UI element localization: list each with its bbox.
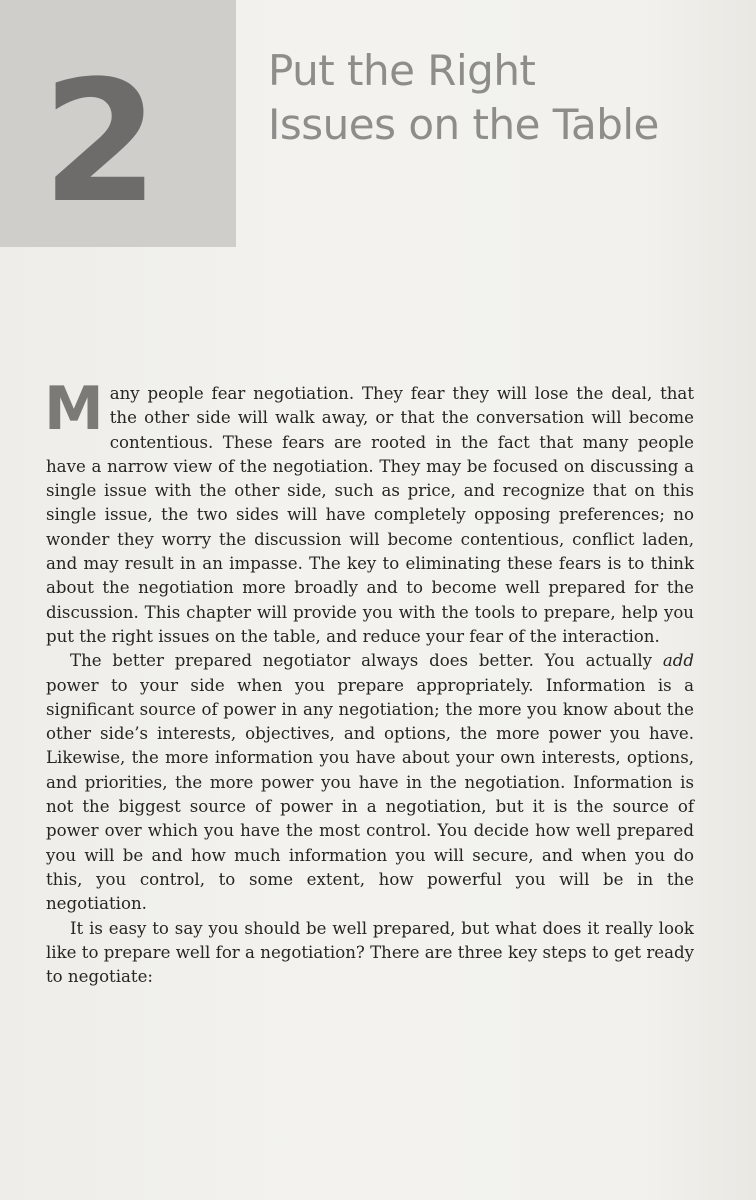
chapter-title-line-1: Put the Right [268, 46, 536, 95]
paragraph-2-text-before: The better prepared negotiator always does better. You actually [70, 651, 663, 671]
paragraph-2-emphasis: add [662, 651, 694, 671]
chapter-number: 2 [42, 44, 155, 240]
chapter-number-box [0, 0, 236, 247]
paragraph-2 [46, 649, 694, 916]
paragraph-3: It is easy to say you should be well prepared, but what does it really look like to prepare well for a negotiation? There are three key steps to get ready to negotiate: [46, 918, 694, 987]
body-text [44, 374, 694, 989]
paragraph-1 [44, 374, 694, 649]
chapter-title [268, 44, 659, 152]
paragraph-1-text: any people fear negotiation. They fear they will lose the deal, that the other side will walk away, or that the conversation will become contentious. These fears are rooted in the fact that many people have a narrow view of the negotiation. They may be focused on discussing a single issue with the other side, such as price, and recognize that on this single issue, the two sides will have completely opposing preferences; no wonder they worry the discussion will become contentious, conflict laden, and may result in an impasse. The key to eliminating these fears is to think about the negotiation more broadly and to become well prepared for the discussion. This chapter will provide you with the tools to prepare, help you put the right issues on the table, and reduce your fear of the interaction. [46, 384, 694, 646]
drop-cap: M [44, 374, 104, 444]
paragraph-2-text-after: power to your side when you prepare appropriately. Information is a significant source of power in any negotiation; the more you know about the other side’s interests, objectives, and options, the more power you have. Likewise, the more information you have about your own interests, options, and priorities, the more power you have in the negotiation. Information is not the biggest source of power in a negotiation, but it is the source of power over which you have the most control. You decide how well prepared you will be and how much information you will secure, and when you do this, you control, to some extent, how powerful you will be in the negotiation. [46, 675, 694, 914]
chapter-title-line-2: Issues on the Table [268, 100, 659, 149]
